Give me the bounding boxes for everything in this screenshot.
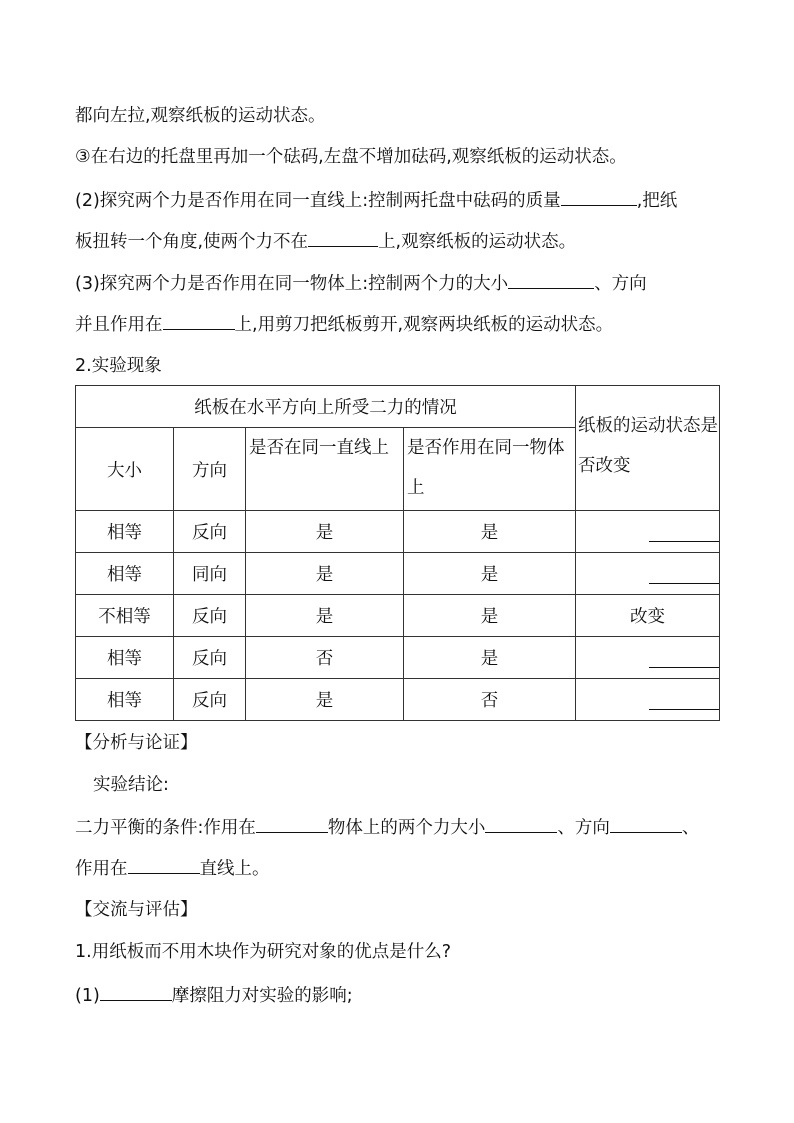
phenomena-table	[75, 385, 720, 721]
answer-blank[interactable]	[649, 521, 719, 542]
col-header-size: 大小	[76, 428, 174, 511]
section-title-phenomena: 2.实验现象	[75, 356, 162, 376]
table-row	[76, 679, 720, 721]
answer-blank[interactable]	[163, 313, 235, 330]
table-row	[76, 637, 720, 679]
cell-size: 相等	[76, 511, 174, 553]
cell-same-body: 是	[404, 595, 576, 637]
table-row	[76, 595, 720, 637]
cell-size: 不相等	[76, 595, 174, 637]
table-row	[76, 553, 720, 595]
conclusion-line-1: 二力平衡的条件:作用在 物体上的两个力大小 、方向 、	[75, 818, 700, 838]
cell-state	[576, 637, 720, 679]
answer-blank[interactable]	[610, 816, 682, 833]
answer-blank[interactable]	[649, 563, 719, 584]
conclusion-line-2: 作用在 直线上。	[75, 859, 270, 879]
paragraph-step-3: ③在右边的托盘里再加一个砝码,左盘不增加砝码,观察纸板的运动状态。	[75, 147, 627, 167]
answer-blank[interactable]	[100, 984, 172, 1001]
cell-direction: 反向	[174, 637, 246, 679]
col-header-same-body: 是否作用在同一物体上	[404, 428, 576, 511]
cell-same-line: 是	[246, 553, 404, 595]
cell-size: 相等	[76, 637, 174, 679]
paragraph-same-body-2: 并且作用在 上,用剪刀把纸板剪开,观察两块纸板的运动状态。	[75, 315, 614, 335]
paragraph-same-body-1: (3)探究两个力是否作用在同一物体上:控制两个力的大小 、方向	[75, 274, 647, 294]
answer-1: (1) 摩擦阻力对实验的影响;	[75, 986, 353, 1006]
cell-direction: 反向	[174, 679, 246, 721]
heading-discussion: 【交流与评估】	[75, 900, 198, 920]
cell-same-body: 是	[404, 553, 576, 595]
cell-state	[576, 679, 720, 721]
cell-size: 相等	[76, 679, 174, 721]
conclusion-label: 实验结论:	[93, 775, 169, 795]
cell-same-line: 是	[246, 511, 404, 553]
answer-blank[interactable]	[308, 230, 378, 247]
heading-analysis: 【分析与论证】	[75, 733, 198, 753]
paragraph-observe-left: 都向左拉,观察纸板的运动状态。	[75, 106, 326, 126]
cell-same-body: 否	[404, 679, 576, 721]
table-state-header: 纸板的运动状态是否改变	[576, 386, 720, 511]
cell-same-line: 是	[246, 595, 404, 637]
cell-same-body: 是	[404, 511, 576, 553]
answer-blank[interactable]	[485, 816, 557, 833]
cell-size: 相等	[76, 553, 174, 595]
cell-direction: 同向	[174, 553, 246, 595]
col-header-direction: 方向	[174, 428, 246, 511]
cell-same-line: 否	[246, 637, 404, 679]
cell-state	[576, 553, 720, 595]
answer-blank[interactable]	[649, 689, 719, 710]
answer-blank[interactable]	[256, 816, 328, 833]
question-1: 1.用纸板而不用木块作为研究对象的优点是什么?	[75, 942, 451, 962]
cell-state: 改变	[576, 595, 720, 637]
answer-blank[interactable]	[508, 272, 594, 289]
paragraph-same-line-2: 板扭转一个角度,使两个力不在 上,观察纸板的运动状态。	[75, 232, 577, 252]
cell-state	[576, 511, 720, 553]
answer-blank[interactable]	[649, 647, 719, 668]
cell-direction: 反向	[174, 595, 246, 637]
cell-same-line: 是	[246, 679, 404, 721]
table-group-header: 纸板在水平方向上所受二力的情况	[76, 386, 576, 428]
answer-blank[interactable]	[561, 189, 637, 206]
table-row	[76, 511, 720, 553]
col-header-same-line: 是否在同一直线上	[246, 428, 404, 511]
paragraph-same-line-1: (2)探究两个力是否作用在同一直线上:控制两托盘中砝码的质量 ,把纸	[75, 191, 678, 211]
answer-blank[interactable]	[128, 857, 200, 874]
cell-direction: 反向	[174, 511, 246, 553]
cell-same-body: 是	[404, 637, 576, 679]
